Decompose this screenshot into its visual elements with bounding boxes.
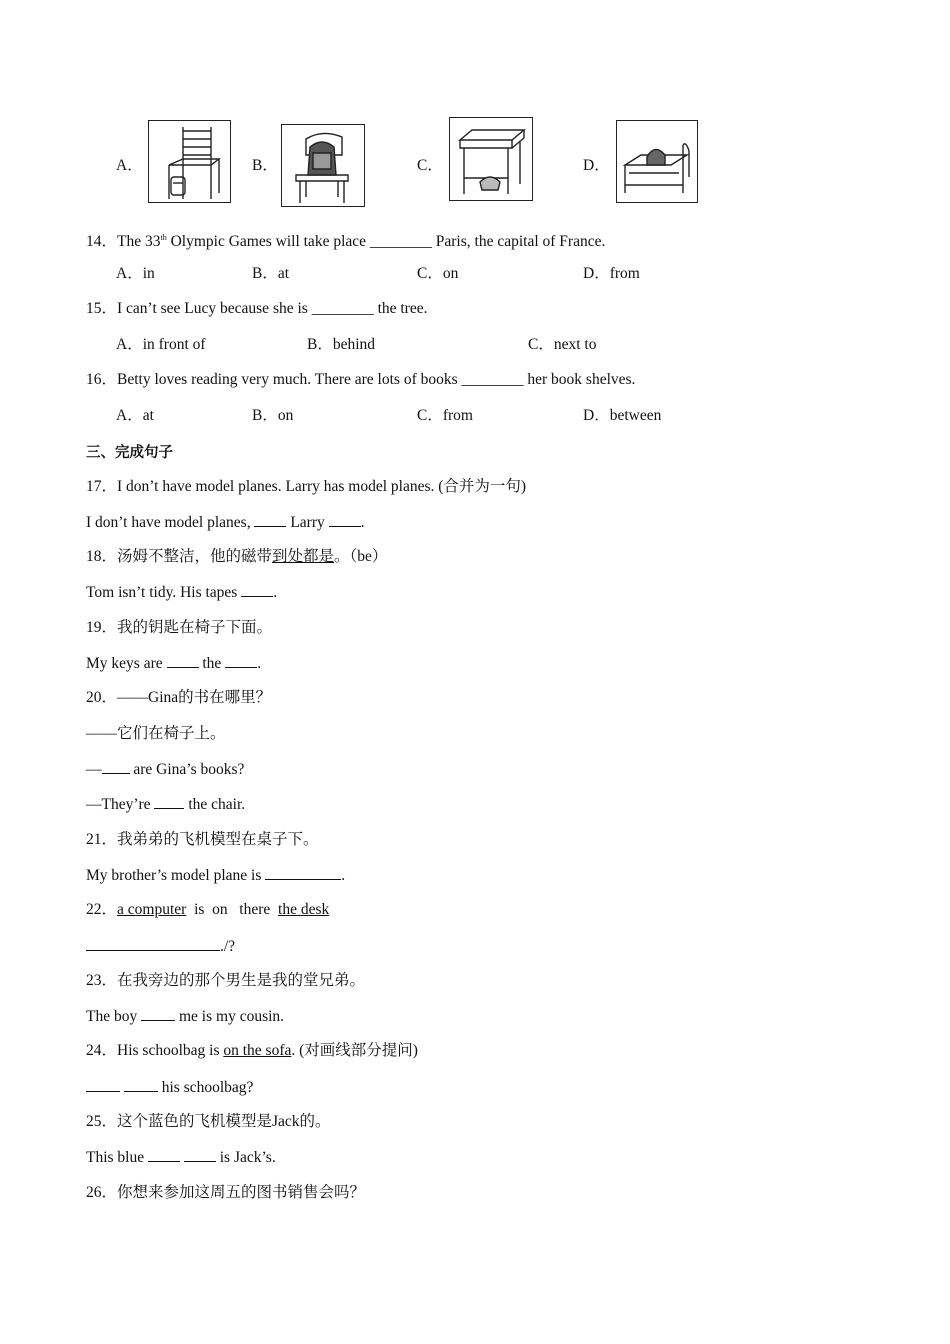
q21-answer-line (86, 865, 345, 886)
question-text: Betty loves reading very much. There are lots of books ________ her book shelves. (117, 371, 636, 388)
question-number: 24． (86, 1042, 118, 1059)
question-number: 26． (86, 1184, 118, 1201)
question-number: 20． (86, 689, 118, 706)
q14-option-d[interactable]: D．from (583, 265, 640, 282)
answer-blank[interactable] (154, 794, 184, 809)
question-number: 25． (86, 1113, 118, 1130)
answer-text: Larry (286, 514, 329, 531)
q20-line2: ——它们在椅子上。 (86, 725, 226, 742)
answer-text: —They’re (86, 796, 155, 813)
q25-answer-line (86, 1147, 276, 1168)
q16-option-b[interactable]: B．on (252, 407, 294, 424)
q21-question (86, 830, 319, 850)
answer-text: This blue (86, 1149, 148, 1166)
q22-question (86, 900, 329, 920)
answer-text: . (273, 584, 278, 601)
q22-answer-line (86, 936, 235, 957)
q23-answer-line (86, 1006, 284, 1027)
q16-question (86, 370, 635, 390)
question-number: 21． (86, 831, 118, 848)
q15-option-a[interactable]: A．in front of (116, 336, 206, 353)
word-chunk: on (212, 901, 228, 918)
underlined-text: on the sofa (223, 1042, 292, 1059)
question-number: 23． (86, 972, 118, 989)
question-number: 16． (86, 371, 118, 388)
question-text: 在我旁边的那个男生是我的堂兄弟。 (117, 972, 366, 989)
q23-question (86, 971, 365, 991)
question-text: 我的钥匙在椅子下面。 (117, 619, 273, 636)
answer-text: . (341, 867, 346, 884)
q14-option-a[interactable]: A．in (116, 265, 155, 282)
answer-text: the (198, 655, 226, 672)
answer-blank[interactable] (148, 1147, 180, 1162)
answer-text: ./? (220, 938, 236, 955)
answer-text: — (86, 761, 102, 778)
bag-under-table-icon (449, 117, 533, 201)
question-number: 18． (86, 548, 118, 565)
answer-text: I don’t have model planes, (86, 514, 255, 531)
answer-text: . (257, 655, 262, 672)
q15-option-c[interactable]: C．next to (528, 336, 597, 353)
answer-blank[interactable] (329, 512, 361, 527)
answer-blank[interactable] (86, 1077, 120, 1092)
answer-text: the chair. (184, 796, 246, 813)
answer-blank[interactable] (241, 582, 273, 597)
answer-blank[interactable] (167, 653, 199, 668)
q19-answer-line (86, 653, 261, 674)
answer-text: My keys are (86, 655, 167, 672)
question-number: 17． (86, 478, 118, 495)
superscript: th (160, 233, 167, 242)
answer-blank[interactable] (102, 759, 130, 774)
bag-on-bed-icon (616, 120, 698, 203)
question-text: I don’t have model planes. Larry has model planes. (合并为一句) (117, 478, 527, 495)
q16-option-c[interactable]: C．from (417, 407, 473, 424)
section-title: 三、完成句子 (86, 445, 173, 461)
question-text: 我弟弟的飞机模型在桌子下。 (117, 831, 319, 848)
q15-option-b[interactable]: B．behind (307, 336, 376, 353)
q20-answer-line-2 (86, 794, 245, 815)
q20-question (86, 688, 271, 708)
answer-blank[interactable] (86, 936, 220, 951)
answer-text: are Gina’s books? (129, 761, 245, 778)
q18-answer-line (86, 582, 277, 603)
q20-answer-line-1 (86, 759, 244, 780)
answer-blank[interactable] (184, 1147, 216, 1162)
answer-text: The boy (86, 1008, 142, 1025)
q24-question (86, 1041, 418, 1061)
word-chunk: there (239, 901, 271, 918)
question-text: 你想来参加这周五的图书销售会吗？ (117, 1184, 366, 1201)
answer-blank[interactable] (225, 653, 257, 668)
question-text: I can’t see Lucy because she is ________ the tree. (117, 300, 428, 317)
q14-option-c[interactable]: C．on (417, 265, 459, 282)
answer-text: is Jack’s. (215, 1149, 276, 1166)
question-number: 22． (86, 901, 118, 918)
underlined-text: 到处都是 (272, 548, 335, 565)
q13-option-b-label: B． (252, 157, 278, 174)
q15-question (86, 299, 427, 319)
question-number: 15． (86, 300, 118, 317)
q17-answer-line (86, 512, 365, 533)
q24-answer-line (86, 1077, 253, 1098)
q26-question (86, 1183, 365, 1203)
question-text: His schoolbag is (117, 1042, 224, 1059)
q13-option-c-label: C． (417, 157, 443, 174)
q14-option-b[interactable]: B．at (252, 265, 290, 282)
bag-under-chair-icon (148, 120, 231, 203)
answer-blank[interactable] (265, 865, 341, 880)
q19-question (86, 618, 272, 638)
q17-question (86, 477, 526, 497)
answer-text: Tom isn’t tidy. His tapes (86, 584, 242, 601)
answer-text: me is my cousin. (175, 1008, 285, 1025)
q14-question (86, 228, 605, 252)
q13-option-a-label: A． (116, 157, 143, 174)
question-text-cont: 。（be） (334, 548, 388, 565)
answer-blank[interactable] (141, 1006, 175, 1021)
bag-on-chair-icon (281, 124, 365, 207)
answer-blank[interactable] (254, 512, 286, 527)
word-chunk: is (194, 901, 205, 918)
q16-option-d[interactable]: D．between (583, 407, 662, 424)
question-number: 14． (86, 233, 118, 251)
answer-text: My brother’s model plane is (86, 867, 266, 884)
q18-question (86, 547, 387, 567)
answer-blank[interactable] (124, 1077, 158, 1092)
question-text: The 33 (117, 233, 161, 251)
answer-text: his schoolbag? (157, 1079, 254, 1096)
question-text: ——Gina的书在哪里？ (117, 689, 272, 706)
question-number: 19． (86, 619, 118, 636)
question-text-cont: Olympic Games will take place ________ Paris, the capital of France. (166, 233, 606, 251)
question-text-cont: . (对画线部分提问) (291, 1042, 418, 1059)
question-text: 这个蓝色的飞机模型是Jack的。 (117, 1113, 331, 1130)
question-text: 汤姆不整洁，他的磁带 (117, 548, 273, 565)
q16-option-a[interactable]: A．at (116, 407, 154, 424)
word-chunk: the desk (278, 901, 330, 918)
answer-text: . (360, 514, 365, 531)
q25-question (86, 1112, 331, 1132)
word-chunk: a computer (117, 901, 187, 918)
q13-option-d-label: D． (583, 157, 610, 174)
